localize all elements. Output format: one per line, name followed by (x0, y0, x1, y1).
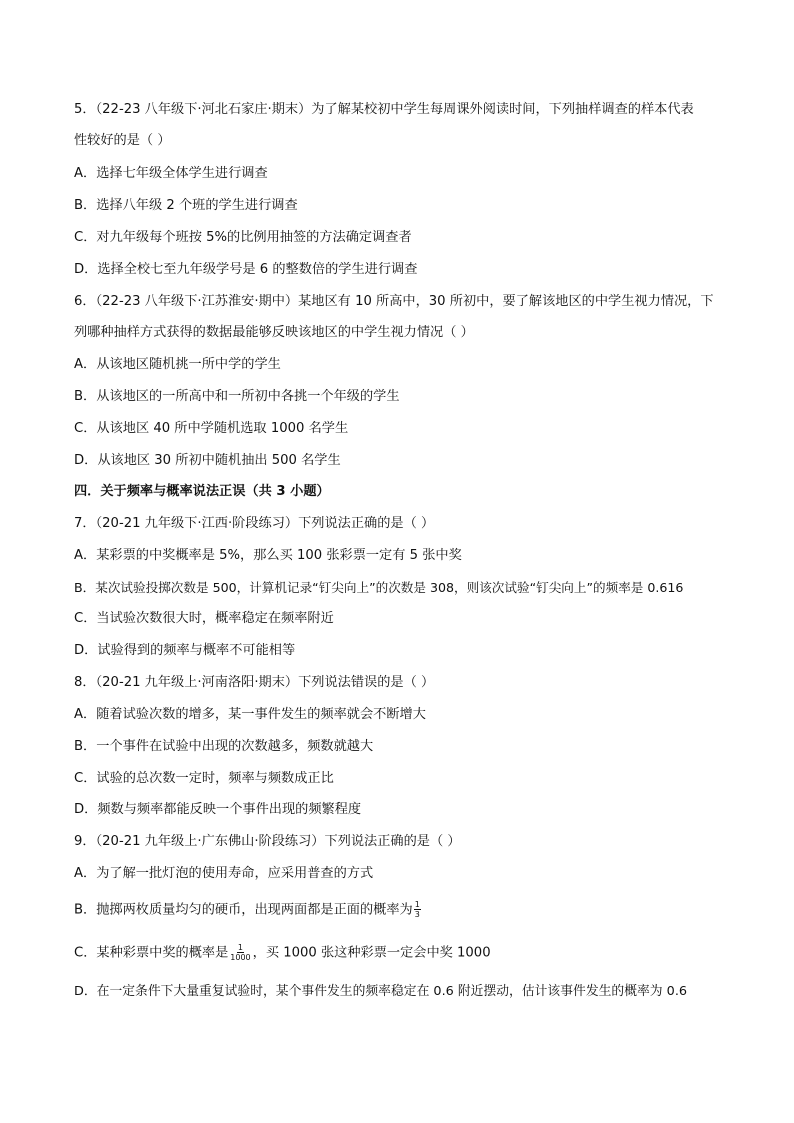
q7-option-c: C．当试验次数很大时，概率稳定在频率附近 (74, 611, 334, 626)
q7-stem: 7．（20-21 九年级下·江西·阶段练习）下列说法正确的是（ ） (74, 516, 435, 531)
q7-option-b: B．某次试验投掷次数是 500，计算机记录“钉尖向上”的次数是 308，则该次试验“钉尖向上”的频率是 0.616 (74, 580, 684, 595)
fraction-numerator: 1 (414, 900, 420, 909)
q8-option-c: C．试验的总次数一定时，频率与频数成正比 (74, 771, 334, 786)
q6-stem-line1: 6．（22-23 八年级下·江苏淮安·期中）某地区有 10 所高中，30 所初中，要了解该地区的中学生视力情况，下 (74, 294, 714, 309)
fraction-denominator: 3 (414, 910, 420, 919)
q8-stem: 8．（20-21 九年级上·河南洛阳·期末）下列说法错误的是（ ） (74, 675, 435, 690)
q9-option-c-suffix: ，买 1000 张这种彩票一定会中奖 1000 (252, 945, 491, 961)
q6-option-d: D．从该地区 30 所初中随机抽出 500 名学生 (74, 453, 341, 468)
fraction-one-thousandth (229, 943, 251, 962)
q6-option-a: A．从该地区随机挑一所中学的学生 (74, 357, 281, 372)
q5-option-c: C．对九年级每个班按 5%的比例用抽签的方法确定调查者 (74, 230, 412, 245)
q8-option-a: A．随着试验次数的增多，某一事件发生的频率就会不断增大 (74, 707, 426, 722)
q9-stem: 9．（20-21 九年级上·广东佛山·阶段练习）下列说法正确的是（ ） (74, 834, 461, 849)
q5-option-b: B．选择八年级 2 个班的学生进行调查 (74, 198, 298, 213)
q9-option-c (74, 943, 491, 964)
q9-option-d: D．在一定条件下大量重复试验时，某个事件发生的频率稳定在 0.6 附近摆动，估计该事件发生的概率为 0.6 (74, 984, 688, 999)
q5-option-d: D．选择全校七至九年级学号是 6 的整数倍的学生进行调查 (74, 262, 418, 277)
q5-option-a: A．选择七年级全体学生进行调查 (74, 166, 268, 181)
section-heading: 四．关于频率与概率说法正误（共 3 小题） (74, 484, 330, 499)
q9-option-b (74, 900, 422, 921)
q9-option-b-text: B．抛掷两枚质量均匀的硬币，出现两面都是正面的概率为 (74, 902, 413, 918)
fraction-one-third (414, 900, 421, 919)
q8-option-d: D．频数与频率都能反映一个事件出现的频繁程度 (74, 802, 362, 817)
q6-option-b: B．从该地区的一所高中和一所初中各挑一个年级的学生 (74, 389, 400, 404)
q5-stem-line2: 性较好的是（ ） (74, 133, 171, 148)
q5-stem-line1: 5．（22-23 八年级下·河北石家庄·期末）为了解某校初中学生每周课外阅读时间，下列抽样调查的样本代表 (74, 102, 694, 117)
fraction-numerator: 1 (237, 943, 243, 952)
fraction-denominator: 1000 (230, 953, 251, 962)
q9-option-a: A．为了解一批灯泡的使用寿命，应采用普查的方式 (74, 866, 374, 881)
q6-stem-line2: 列哪种抽样方式获得的数据最能够反映该地区的中学生视力情况（ ） (74, 325, 474, 340)
q7-option-d: D．试验得到的频率与概率不可能相等 (74, 643, 296, 658)
q7-option-a: A．某彩票的中奖概率是 5%，那么买 100 张彩票一定有 5 张中奖 (74, 548, 462, 563)
q6-option-c: C．从该地区 40 所中学随机选取 1000 名学生 (74, 421, 349, 436)
q8-option-b: B．一个事件在试验中出现的次数越多，频数就越大 (74, 739, 374, 754)
q9-option-c-prefix: C．某种彩票中奖的概率是 (74, 945, 229, 961)
